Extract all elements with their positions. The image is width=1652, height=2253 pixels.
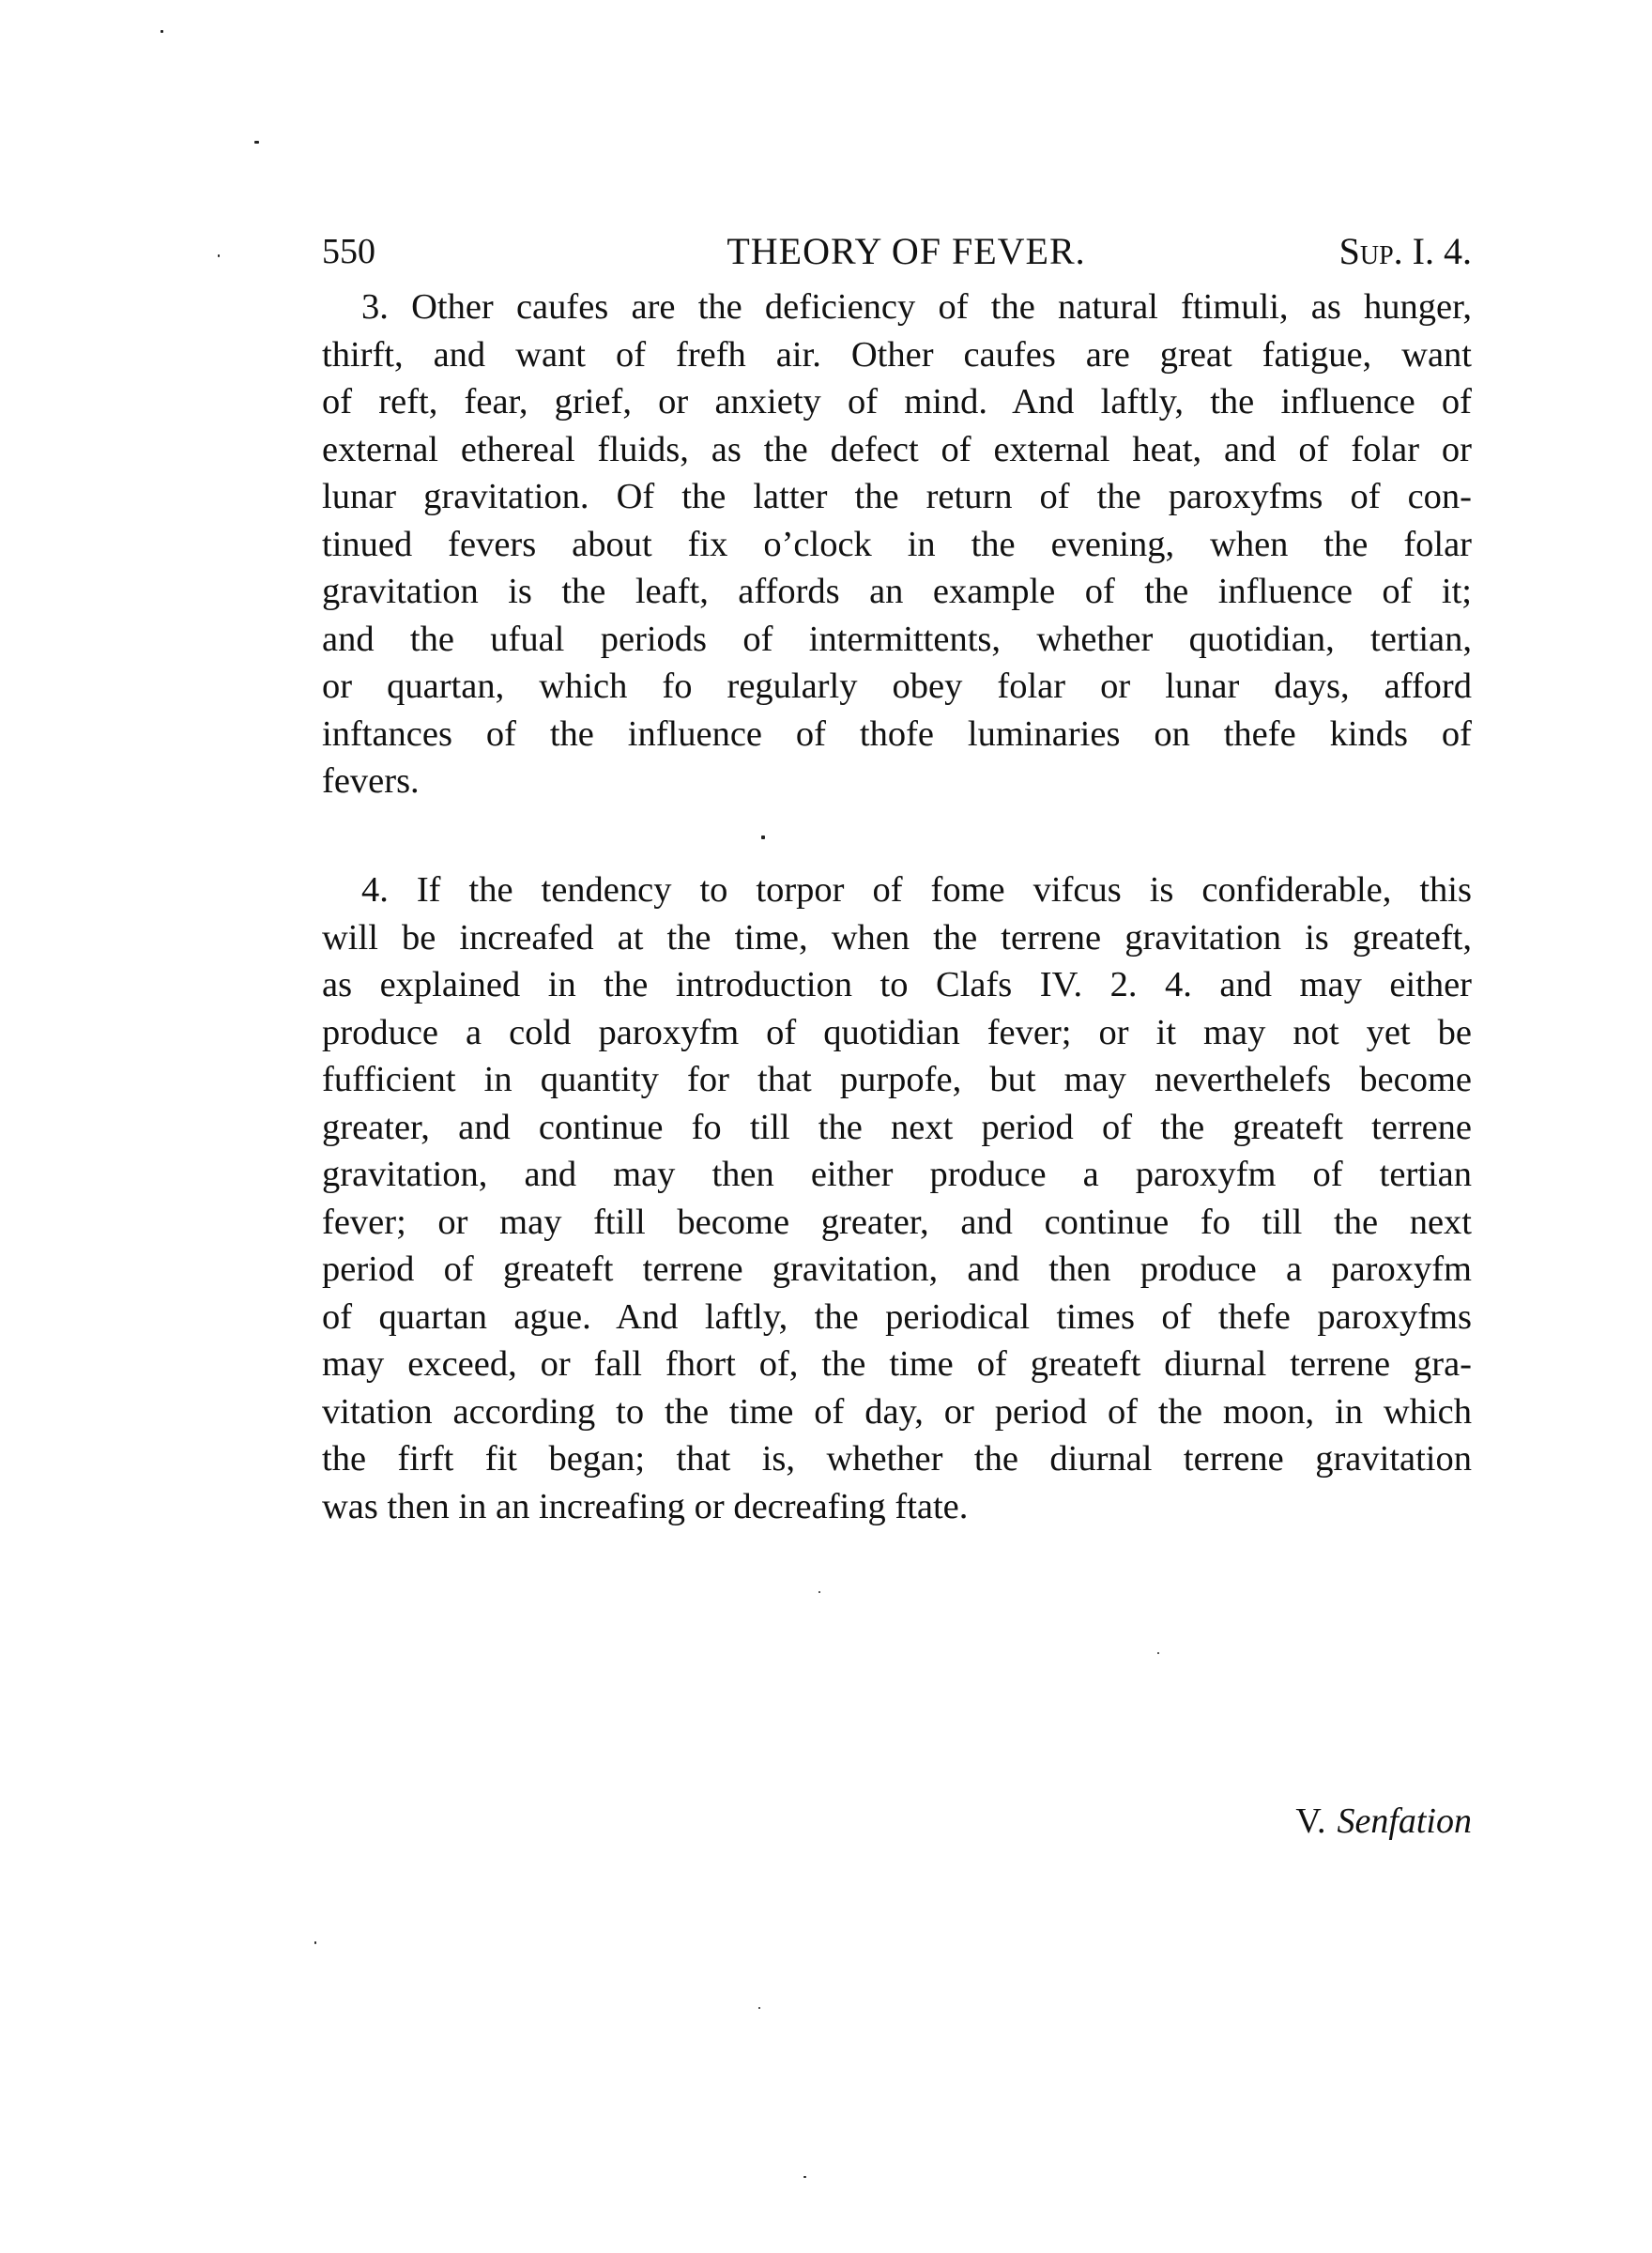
text-line: will be increafed at the time, when the terrene gravitation is greateft, [322, 917, 1472, 958]
scan-speck [161, 30, 163, 33]
text-line: lunar gravitation. Of the latter the return of the paroxyfms of con- [322, 477, 1472, 516]
scan-speck [758, 2007, 760, 2009]
text-line: inftances of the influence of thofe luminaries on thefe kinds of [322, 713, 1472, 754]
paragraph-4 [322, 866, 1472, 1530]
text-line: may exceed, or fall fhort of, the time of greateft diurnal terrene gra- [322, 1344, 1472, 1384]
text-line: and the ufual periods of intermittents, whether quotidian, tertian, [322, 619, 1472, 659]
text-line: of reft, fear, grief, or anxiety of mind. And laftly, the influence of [322, 382, 1472, 421]
running-head [322, 223, 1472, 280]
running-title: THEORY OF FEVER. [727, 230, 1086, 272]
text-line: as explained in the introduction to Clafs IV. 2. 4. and may either [322, 965, 1472, 1004]
text-line: fufficient in quantity for that purpofe, but may neverthelefs become [322, 1060, 1472, 1099]
text-line: external ethereal fluids, as the defect of external heat, and of folar or [322, 429, 1472, 469]
scan-speck [218, 254, 220, 257]
text-line: gravitation is the leaft, affords an example of the influence of it; [322, 572, 1472, 611]
text-line: vitation according to the time of day, or period of the moon, in which [322, 1391, 1472, 1432]
text-line: fever; or may ftill become greater, and continue fo till the next [322, 1202, 1472, 1242]
text-line: period of greateft terrene gravitation, and then produce a paroxyfm [322, 1249, 1472, 1289]
scan-speck [818, 1591, 820, 1593]
section-reference: Sup. I. 4. [1338, 230, 1472, 272]
page-number: 550 [322, 232, 375, 271]
scan-speck [254, 141, 259, 144]
text-line: gravitation, and may then either produce a paroxyfm of tertian [322, 1155, 1472, 1194]
scan-speck [803, 2176, 806, 2178]
catchword-numeral: V. [1295, 1801, 1326, 1841]
paragraph-3 [322, 284, 1472, 805]
text-line: 3. Other caufes are the deficiency of the natural ftimuli, as hunger, [361, 287, 1472, 327]
text-line: greater, and continue fo till the next period of the greateft terrene [322, 1107, 1472, 1147]
scan-speck [761, 835, 765, 839]
catchword [1295, 1798, 1472, 1845]
text-line: thirft, and want of frefh air. Other caufes are great fatigue, want [322, 334, 1472, 375]
text-line: tinued fevers about fix o’clock in the evening, when the folar [322, 524, 1472, 564]
catchword-word: Senfation [1337, 1801, 1472, 1841]
text-line: was then in an increafing or decreafing ftate. [322, 1486, 969, 1526]
scan-speck [314, 1941, 316, 1944]
text-line: produce a cold paroxyfm of quotidian fever; or it may not yet be [322, 1012, 1472, 1052]
text-line: the firft fit began; that is, whether the diurnal terrene gravitation [322, 1439, 1472, 1479]
text-line: fevers. [322, 761, 420, 801]
scan-speck [1157, 1652, 1159, 1654]
text-line: of quartan ague. And laftly, the periodical times of thefe paroxyfms [322, 1296, 1472, 1337]
text-line: 4. If the tendency to torpor of fome vifcus is confiderable, this [361, 870, 1472, 910]
text-line: or quartan, which fo regularly obey folar or lunar days, afford [322, 667, 1472, 706]
